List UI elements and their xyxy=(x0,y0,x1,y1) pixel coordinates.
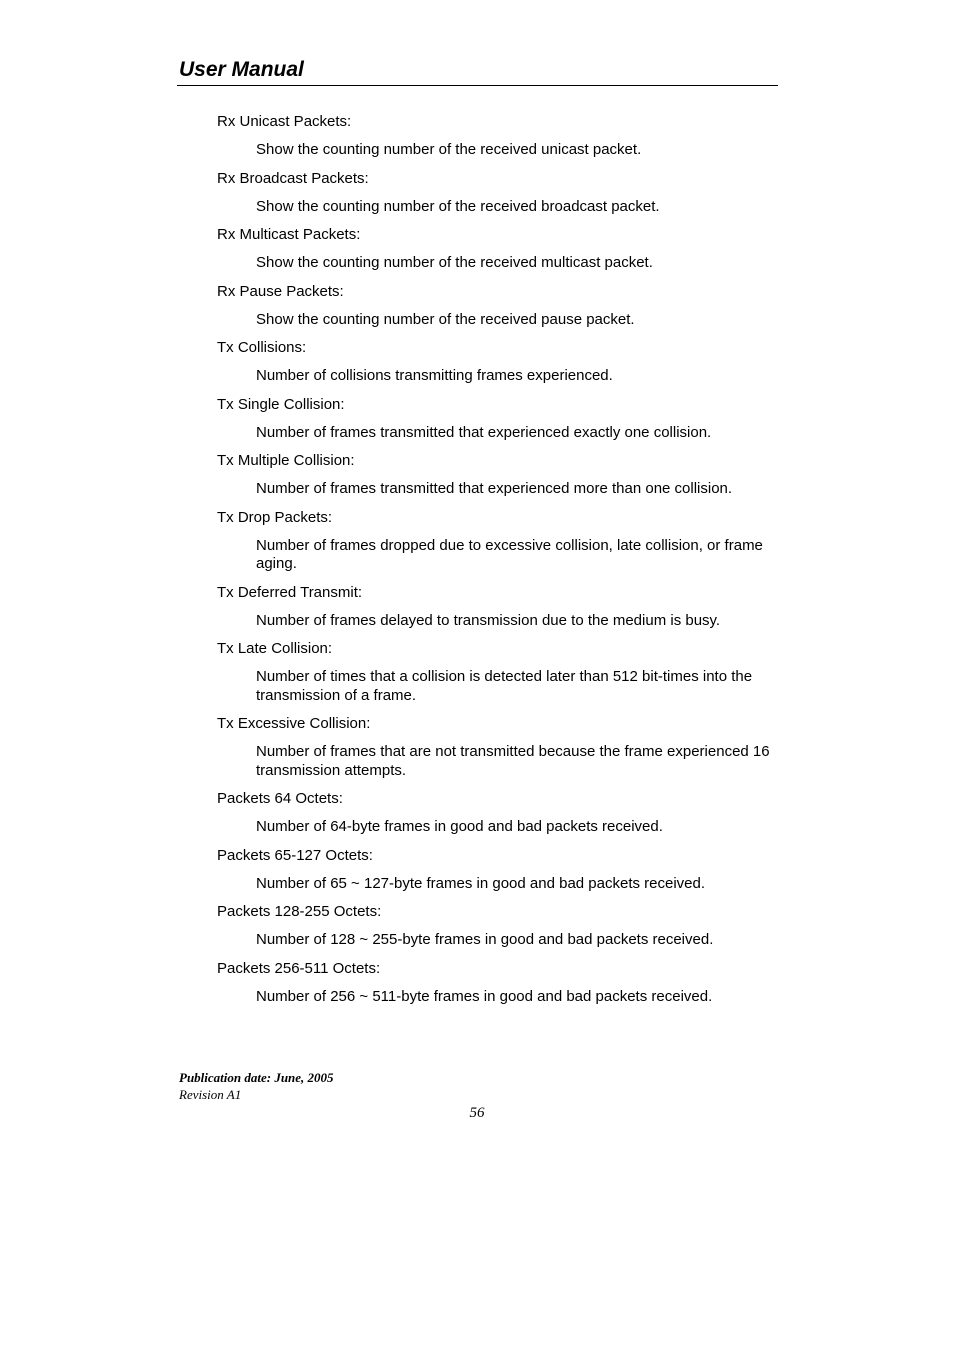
definition-entry xyxy=(217,640,777,705)
definition-list xyxy=(217,113,777,1016)
definition-entry xyxy=(217,226,777,273)
definition-description: Number of times that a collision is detected later than 512 bit-times into the transmission of a frame. xyxy=(256,668,753,704)
definition-entry xyxy=(217,170,777,217)
definition-description: Number of 64-byte frames in good and bad packets received. xyxy=(256,818,663,835)
definition-description: Show the counting number of the received multicast packet. xyxy=(256,254,653,271)
header-divider xyxy=(177,85,778,86)
definition-term: Rx Unicast Packets: xyxy=(217,113,352,130)
definition-entry xyxy=(217,452,777,499)
definition-description: Number of collisions transmitting frames experienced. xyxy=(256,367,613,384)
page-title: User Manual xyxy=(179,58,304,81)
definition-term: Tx Single Collision: xyxy=(217,395,345,413)
definition-entry xyxy=(217,715,777,780)
definition-description: Number of frames dropped due to excessive collision, late collision, or frame aging. xyxy=(256,536,763,572)
definition-description: Number of frames delayed to transmission due to the medium is busy. xyxy=(256,611,721,629)
definition-entry xyxy=(217,960,777,1007)
definition-term: Rx Multicast Packets: xyxy=(217,226,361,243)
definition-entry xyxy=(217,339,777,386)
definition-term: Tx Multiple Collision: xyxy=(217,452,355,469)
definition-term: Tx Late Collision: xyxy=(217,640,333,657)
definition-entry xyxy=(217,790,777,837)
definition-entry xyxy=(217,396,777,443)
definition-description: Number of frames transmitted that experienced more than one collision. xyxy=(256,480,733,497)
definition-description: Show the counting number of the received broadcast packet. xyxy=(256,197,660,215)
definition-description: Number of frames that are not transmitted because the frame experienced 16 transmission attempts. xyxy=(256,743,770,779)
definition-term: Rx Broadcast Packets: xyxy=(217,169,369,187)
definition-term: Tx Collisions: xyxy=(217,339,307,356)
page-number: 56 xyxy=(469,1105,485,1121)
definition-term: Rx Pause Packets: xyxy=(217,282,344,300)
definition-entry xyxy=(217,903,777,950)
definition-description: Number of frames transmitted that experienced exactly one collision. xyxy=(256,423,712,441)
definition-description: Number of 256 ~ 511-byte frames in good and bad packets received. xyxy=(256,987,713,1005)
definition-term: Packets 65-127 Octets: xyxy=(217,846,373,864)
definition-term: Tx Deferred Transmit: xyxy=(217,583,363,601)
definition-description: Number of 65 ~ 127-byte frames in good and bad packets received. xyxy=(256,874,706,892)
definition-term: Packets 256-511 Octets: xyxy=(217,959,381,977)
definition-entry xyxy=(217,113,777,160)
definition-term: Tx Excessive Collision: xyxy=(217,715,371,732)
definition-entry xyxy=(217,283,777,330)
definition-term: Tx Drop Packets: xyxy=(217,508,333,526)
definition-description: Show the counting number of the received unicast packet. xyxy=(256,141,642,158)
definition-term: Packets 128-255 Octets: xyxy=(217,903,382,920)
definition-description: Show the counting number of the received pause packet. xyxy=(256,310,635,328)
definition-entry xyxy=(217,509,777,574)
definition-entry xyxy=(217,584,777,631)
publication-date: Publication date: June, 2005 xyxy=(179,1070,334,1085)
definition-term: Packets 64 Octets: xyxy=(217,790,343,807)
definition-description: Number of 128 ~ 255-byte frames in good and bad packets received. xyxy=(256,931,714,948)
revision-label: Revision A1 xyxy=(179,1087,242,1102)
definition-entry xyxy=(217,847,777,894)
